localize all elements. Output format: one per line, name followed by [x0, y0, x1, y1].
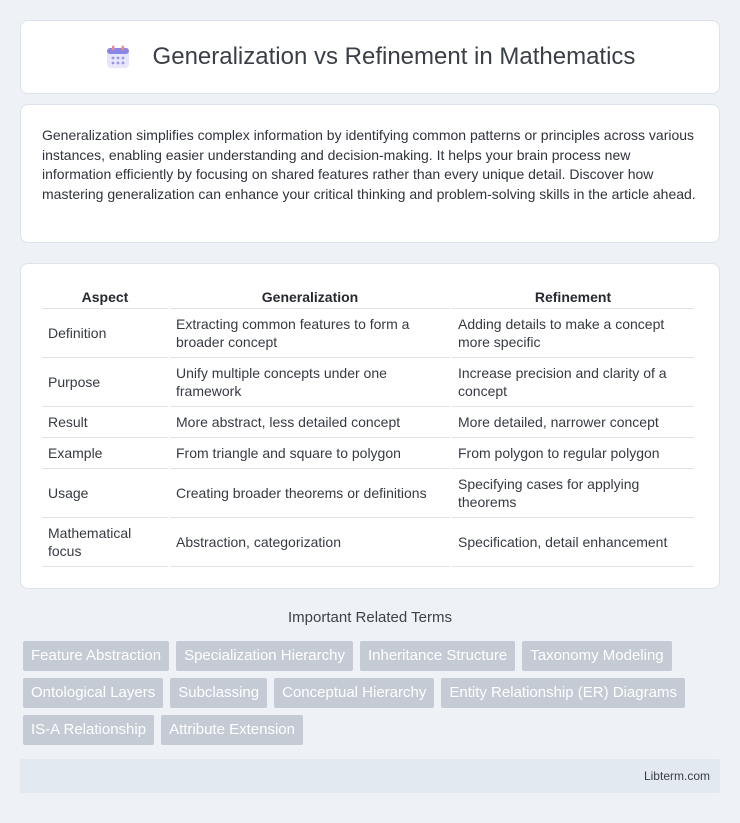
table-row [42, 518, 694, 567]
footer [20, 759, 720, 793]
cell-refinement: Increase precision and clarity of a concept [452, 358, 694, 407]
table-row [42, 469, 694, 518]
table-row [42, 438, 694, 469]
cell-generalization: More abstract, less detailed concept [170, 407, 450, 438]
tag-er-diagrams[interactable]: Entity Relationship (ER) Diagrams [441, 678, 685, 708]
header-refinement: Refinement [452, 286, 694, 309]
table-header-row [42, 286, 694, 309]
tag-taxonomy-modeling[interactable]: Taxonomy Modeling [522, 641, 671, 671]
intro-card [20, 104, 720, 243]
cell-generalization: Extracting common features to form a broader concept [170, 309, 450, 358]
table-row [42, 358, 694, 407]
calendar-icon [105, 44, 131, 70]
tag-inheritance-structure[interactable]: Inheritance Structure [360, 641, 515, 671]
cell-generalization: Creating broader theorems or definitions [170, 469, 450, 518]
cell-generalization: Unify multiple concepts under one framework [170, 358, 450, 407]
cell-aspect: Example [42, 438, 168, 469]
tag-subclassing[interactable]: Subclassing [170, 678, 267, 708]
tag-conceptual-hierarchy[interactable]: Conceptual Hierarchy [274, 678, 434, 708]
cell-refinement: Specification, detail enhancement [452, 518, 694, 567]
cell-aspect: Definition [42, 309, 168, 358]
intro-paragraph: Generalization simplifies complex information by identifying common patterns or principles across various instances, enabling easier understanding and decision-making. It helps your brain process new information efficiently by focusing on shared features rather than every unique detail. Discover how mastering generalization can enhance your critical thinking and problem-solving skills in the article ahead. [42, 127, 696, 202]
header-aspect: Aspect [42, 286, 168, 309]
tag-attribute-extension[interactable]: Attribute Extension [161, 715, 303, 745]
related-terms-list [23, 641, 723, 745]
footer-site-link[interactable]: Libterm.com [643, 769, 710, 783]
header-card [20, 20, 720, 94]
tag-ontological-layers[interactable]: Ontological Layers [23, 678, 163, 708]
cell-aspect: Mathematical focus [42, 518, 168, 567]
cell-refinement: Specifying cases for applying theorems [452, 469, 694, 518]
cell-refinement: From polygon to regular polygon [452, 438, 694, 469]
comparison-table [40, 286, 696, 567]
cell-aspect: Result [42, 407, 168, 438]
cell-generalization: Abstraction, categorization [170, 518, 450, 567]
related-terms-title: Important Related Terms [288, 609, 452, 626]
table-row [42, 309, 694, 358]
cell-refinement: More detailed, narrower concept [452, 407, 694, 438]
cell-refinement: Adding details to make a concept more specific [452, 309, 694, 358]
comparison-card [20, 263, 720, 589]
cell-aspect: Usage [42, 469, 168, 518]
header-generalization: Generalization [170, 286, 450, 309]
cell-aspect: Purpose [42, 358, 168, 407]
page-title: Generalization vs Refinement in Mathematics [152, 43, 636, 70]
tag-is-a-relationship[interactable]: IS-A Relationship [23, 715, 154, 745]
table-row [42, 407, 694, 438]
tag-feature-abstraction[interactable]: Feature Abstraction [23, 641, 169, 671]
tag-specialization-hierarchy[interactable]: Specialization Hierarchy [176, 641, 353, 671]
cell-generalization: From triangle and square to polygon [170, 438, 450, 469]
